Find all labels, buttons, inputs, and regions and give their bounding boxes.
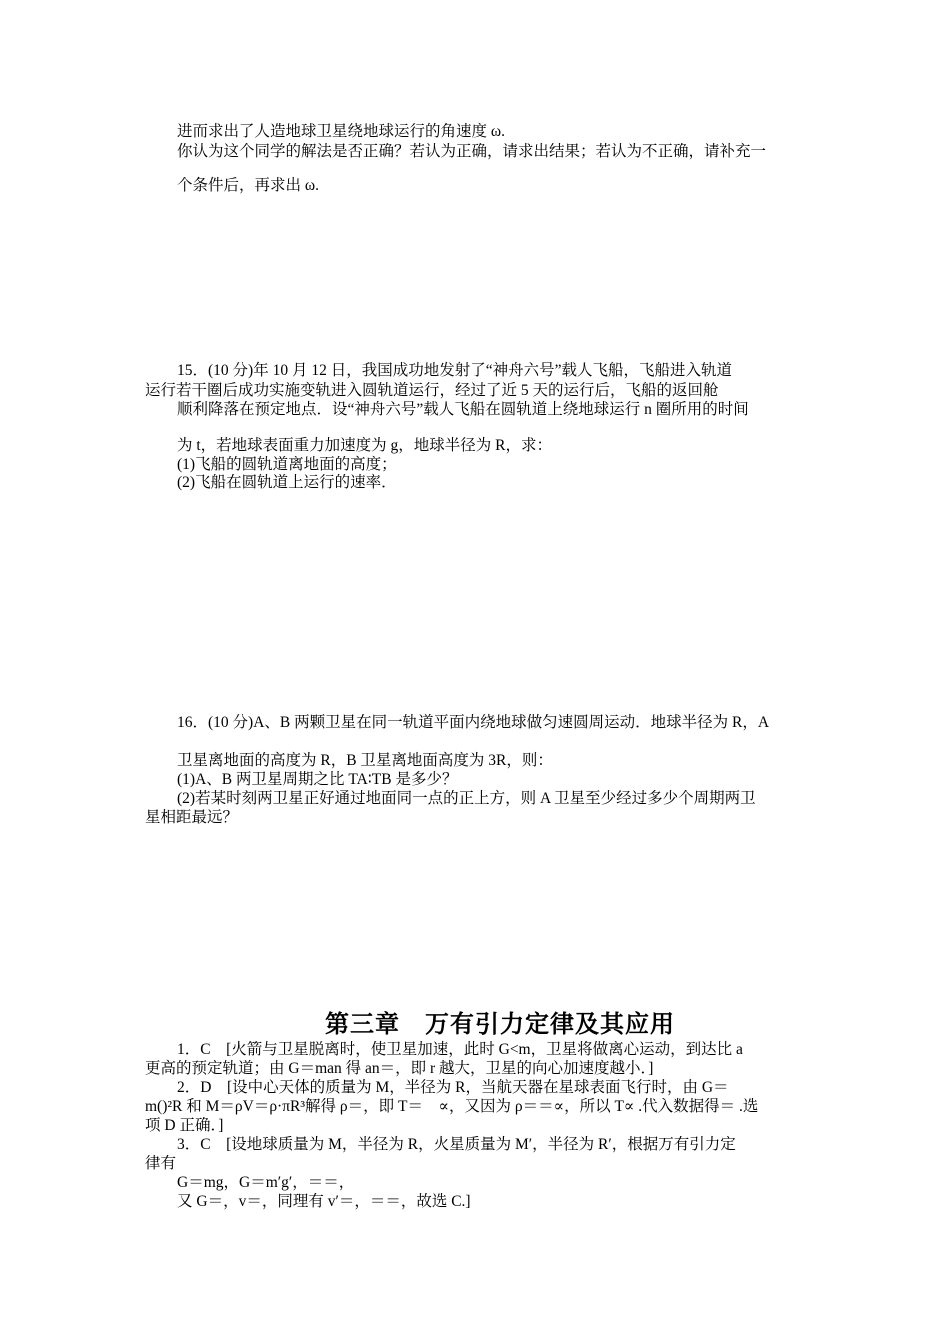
q15-line-2: 运行若干圈后成功实施变轨进入圆轨道运行，经过了近 5 天的运行后，飞船的返回舱 bbox=[145, 382, 719, 399]
q15-line-4: 为 t，若地球表面重力加速度为 g，地球半径为 R，求： bbox=[177, 437, 553, 454]
q14-line-1: 进而求出了人造地球卫星绕地球运行的角速度 ω. bbox=[177, 123, 505, 140]
q16-line-2: 卫星离地面的高度为 R，B 卫星离地面高度为 3R，则： bbox=[177, 752, 553, 769]
answer-3-line-3: G＝mg，G＝m′g′，＝＝， bbox=[177, 1174, 355, 1191]
q14-line-3: 个条件后，再求出 ω. bbox=[177, 177, 319, 194]
q16-sub-2a: (2)若某时刻两卫星正好通过地面同一点的正上方，则 A 卫星至少经过多少个周期两卫 bbox=[177, 790, 756, 807]
answer-2-line-3: 项 D 正确．] bbox=[145, 1117, 224, 1134]
answer-1-line-2: 更高的预定轨道；由 G＝man 得 an＝，即 r 越大，卫星的向心加速度越小．] bbox=[145, 1060, 654, 1077]
q15-sub-1: (1)飞船的圆轨道离地面的高度； bbox=[177, 456, 397, 473]
q15-line-3: 顺利降落在预定地点．设“神舟六号”载人飞船在圆轨道上绕地球运行 n 圈所用的时间 bbox=[177, 401, 749, 418]
q15-sub-2: (2)飞船在圆轨道上运行的速率． bbox=[177, 474, 397, 491]
answer-2-line-2: m()²R 和 M＝ρV＝ρ·πR³解得 ρ＝，即 T＝ ∝，又因为 ρ＝＝∝，所以 T∝ .代入数据得＝ .选 bbox=[145, 1098, 759, 1115]
answer-3-line-4: 又 G＝，v＝，同理有 v′＝，＝＝，故选 C.] bbox=[177, 1193, 471, 1210]
q15-line-1: 15．(10 分)年 10 月 12 日，我国成功地发射了“神舟六号”载人飞船，飞船进入轨道 bbox=[177, 362, 732, 379]
answer-3-line-2: 律有 bbox=[145, 1155, 177, 1172]
q16-line-1: 16．(10 分)A、B 两颗卫星在同一轨道平面内绕地球做匀速圆周运动．地球半径为 R，A bbox=[177, 714, 770, 731]
chapter-title: 第三章 万有引力定律及其应用 bbox=[325, 1009, 675, 1038]
q16-sub-2b: 星相距最远？ bbox=[145, 809, 239, 826]
q14-line-2: 你认为这个同学的解法是否正确？若认为正确，请求出结果；若认为不正确，请补充一 bbox=[177, 143, 767, 160]
answer-2-line-1: 2．D [设中心天体的质量为 M，半径为 R，当航天器在星球表面飞行时，由 G＝ bbox=[177, 1079, 729, 1096]
answer-3-line-1: 3．C [设地球质量为 M，半径为 R，火星质量为 M′，半径为 R′，根据万有引力定 bbox=[177, 1136, 736, 1153]
answer-1-line-1: 1．C [火箭与卫星脱离时，使卫星加速，此时 G<m，卫星将做离心运动，到达比 a bbox=[177, 1041, 743, 1058]
q16-sub-1: (1)A、B 两卫星周期之比 TA∶TB 是多少？ bbox=[177, 771, 458, 788]
